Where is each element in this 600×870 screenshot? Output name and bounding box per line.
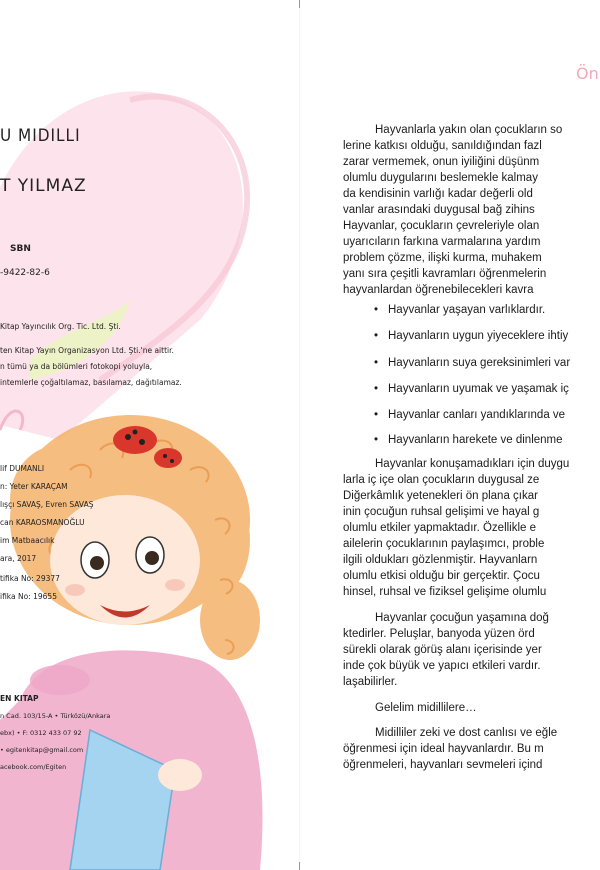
preface-text-line: ailelerin çocuklarının paylaşımcı, proble: [343, 538, 545, 550]
credit-line: ifika No: 19655: [0, 592, 57, 601]
copyright-line: n tümü ya da bölümleri fotokopi yoluyla,: [0, 362, 153, 371]
preface-text-line: Hayvanlar çocuğun yaşamına doğ: [375, 612, 549, 624]
preface-text-line: ilgili oldukları gözlenmiştir. Hayvanlarn: [343, 554, 538, 566]
preface-text-line: vanlar arasındaki duygusal bağ zihins: [343, 204, 535, 216]
publisher-contact-line: • egitenkitap@gmail.com: [0, 746, 84, 754]
preface-text-line: hayvanlardan öğrenebilecekleri kavra: [343, 284, 534, 296]
preface-text-line: inde çok büyük ve yapıcı etkileri vardır.: [343, 660, 541, 672]
preface-text-line: Hayvanlar, çocukların çevreleriyle olan: [343, 220, 540, 232]
preface-text-line: ktedirler. Peluşlar, banyoda yüzen örd: [343, 628, 535, 640]
book-title-line1: U MIDILLI: [0, 126, 81, 146]
credit-line: tifika No: 29377: [0, 574, 60, 583]
publisher-contact-line: acebook.com/Egiten: [0, 763, 67, 771]
bullet-item: [374, 357, 570, 369]
preface-text-line: Midilliler zeki ve dost canlısı ve eğle: [375, 727, 558, 739]
bullet-text: Hayvanlar canları yandıklarında ve: [388, 409, 566, 421]
bullet-item: [374, 330, 568, 342]
preface-text-line: lerine katkısı olduğu, sanıldığından fazl: [343, 140, 542, 152]
right-page-preface: [300, 0, 600, 870]
bullet-dot: •: [374, 330, 379, 342]
publisher-name: EN KITAP: [0, 694, 39, 703]
copyright-line: Kitap Yayıncılık Org. Tic. Ltd. Şti.: [0, 322, 121, 331]
bullet-text: Hayvanların uygun yiyeceklere ihtiy: [388, 330, 569, 342]
credit-line: im Matbaacılık: [0, 536, 55, 545]
credit-line: ara, 2017: [0, 554, 37, 563]
bullet-dot: •: [374, 357, 379, 369]
bullet-text: Hayvanlar yaşayan varlıklardır.: [388, 304, 546, 316]
credit-line: n: Yeter KARAÇAM: [0, 482, 68, 491]
preface-text-line: olumlu duygularını beslemekle kalmay: [343, 172, 538, 184]
preface-text-line: öğrenmesi için ideal hayvanlardır. Bu m: [343, 743, 544, 755]
isbn-label: SBN: [10, 244, 31, 254]
author-name: T YILMAZ: [0, 176, 87, 196]
bullet-item: [374, 383, 569, 395]
bullet-item: [374, 434, 563, 446]
bullet-text: Hayvanların suya gereksinimleri var: [388, 357, 571, 369]
bullet-dot: •: [374, 383, 379, 395]
publisher-contact-line: n Cad. 103/15-A • Türközü/Ankara: [0, 712, 111, 720]
preface-text-line: hinsel, ruhsal ve fiziksel gelişime olumlu: [343, 586, 547, 598]
preface-text-line: Diğerkâmlık yetenekleri ön plana çıkar: [343, 490, 538, 502]
credit-line: lışçı SAVAŞ, Evren SAVAŞ: [0, 500, 94, 509]
credit-line: can KARAOSMANOĞLU: [0, 518, 85, 527]
preface-text-line: Gelelim midillilere…: [375, 702, 477, 714]
preface-text-line: problem çözme, ilişki kurma, muhakem: [343, 252, 542, 264]
preface-text-line: sürekli olarak görüş alanı içerisinde yer: [343, 644, 542, 656]
preface-text-line: öğrenmeleri, hayvanları sevmeleri içind: [343, 759, 543, 771]
preface-text-line: uyarıcıların farkına varmalarına yardım: [343, 236, 541, 248]
preface-text-line: inin çocuğun ruhsal gelişimi ve hayal g: [343, 506, 540, 518]
preface-text-line: zarar vermemek, onun iyiliğini düşünm: [343, 156, 540, 168]
bullet-dot: •: [374, 304, 379, 316]
bullet-item: [374, 304, 545, 316]
bullet-item: [374, 409, 565, 421]
bullet-text: Hayvanların uyumak ve yaşamak iç: [388, 383, 569, 395]
credit-line: lif DUMANLI: [0, 464, 45, 473]
preface-text-line: olumlu etkisi olduğu bir gerçektir. Çocu: [343, 570, 540, 582]
preface-text-line: laşabilirler.: [343, 676, 398, 688]
isbn-number: -9422-82-6: [0, 268, 50, 278]
preface-heading: Ön: [576, 64, 599, 83]
preface-text-line: Hayvanlar konuşamadıkları için duygu: [375, 458, 570, 470]
preface-text-line: yanı sıra çeşitli kavramları öğrenmelerin: [343, 268, 547, 280]
girl-face: [50, 495, 200, 625]
bullet-text: Hayvanların harekete ve dinlenme: [388, 434, 563, 446]
preface-text-line: larla iç içe olan çocukların duygusal ze: [343, 474, 540, 486]
publisher-contact-line: ebx) • F: 0312 433 07 92: [0, 729, 82, 737]
preface-text-line: da kendisinin varlığı kadar değerli old: [343, 188, 533, 200]
bullet-dot: •: [374, 434, 379, 446]
bullet-dot: •: [374, 409, 379, 421]
copyright-line: ten Kitap Yayın Organizasyon Ltd. Şti.'ne aittir.: [0, 346, 174, 355]
preface-text-line: olumlu etkiler yapmaktadır. Özellikle e: [343, 522, 537, 534]
preface-text-line: Hayvanlarla yakın olan çocukların so: [375, 124, 563, 136]
copyright-line: intemlerle çoğaltılamaz, basılamaz, dağıtılamaz.: [0, 378, 182, 387]
